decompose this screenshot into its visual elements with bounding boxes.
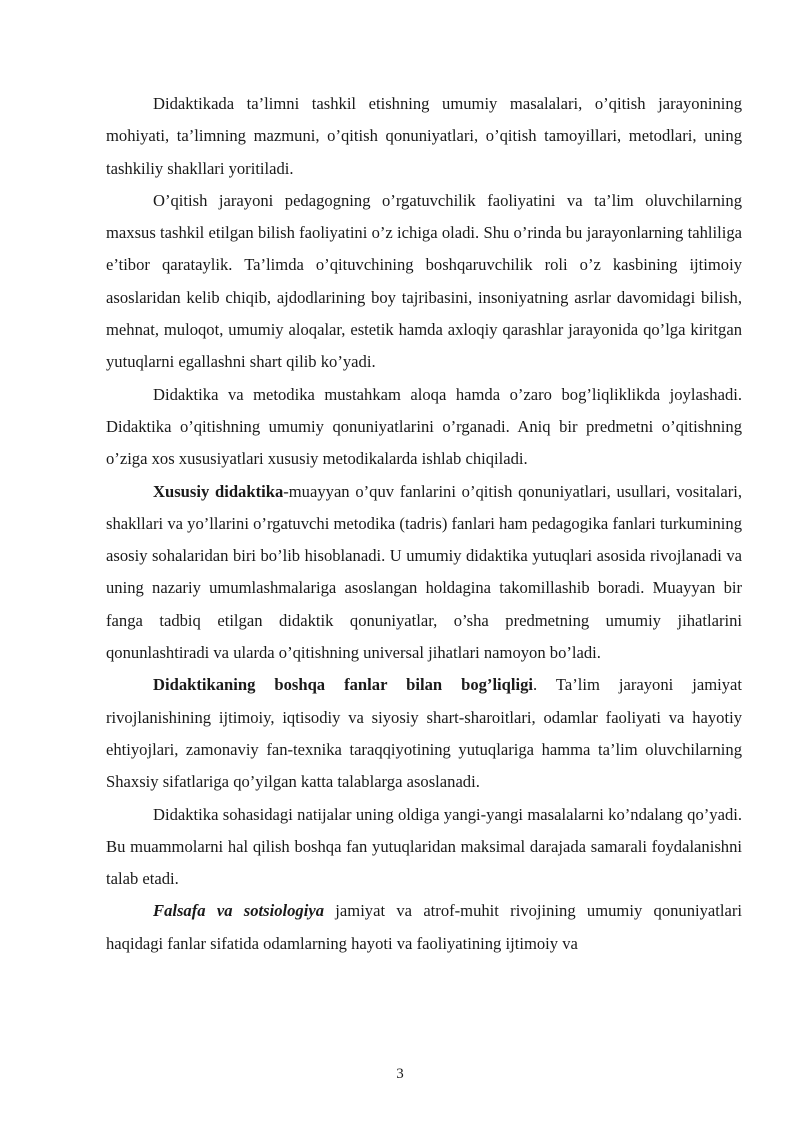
- paragraph-text: . Ta’lim jarayoni jamiyat rivojlanishining ijtimoiy, iqtisodiy va siyosiy shart-sharoitlari, odamlar faoliyati va hayotiy ehtiyojlari, zamonaviy fan-texnika taraqqiyotining yutuqlariga hamma ta’lim oluvchilarning Shaxsiy sifatlariga qo’yilgan katta talablarga asoslanadi.: [106, 675, 742, 792]
- paragraph-text: Didaktikada ta’limni tashkil etishning umumiy masalalari, o’qitish jarayonining mohiyati, ta’limning mazmuni, o’qitish qonuniyatlari, o’qitish tamoyillari, metodlari, uning tashkiliy shakllari yoritiladi.: [106, 94, 742, 178]
- page-number: 3: [396, 1066, 404, 1082]
- paragraph-didaktika-metodika: [106, 379, 742, 476]
- paragraph-boshqa-fanlar: [106, 669, 742, 798]
- bold-term: Didaktikaning boshqa fanlar bilan bog’liqligi: [153, 675, 534, 695]
- paragraph-text: Didaktika sohasidagi natijalar uning oldiga yangi-yangi masalalarni ko’ndalang qo’yadi. Bu muammolarni hal qilish boshqa fan yutuqlaridan maksimal darajada samarali foydalanishni talab etadi.: [106, 804, 742, 889]
- paragraph-natijalar: [106, 799, 742, 896]
- paragraph-text: Didaktika va metodika mustahkam aloqa hamda o’zaro bog’liqliklikda joylashadi. Didaktika o’qitishning umumiy qonuniyatlarini o’rganadi. Aniq bir predmetni o’qitishning o’ziga xos xususiyatlari xususiy metodikalarda ishlab chiqiladi.: [106, 384, 742, 469]
- bold-term: Xususiy didaktika: [153, 481, 284, 501]
- paragraph-oqitish-jarayoni: [106, 185, 742, 379]
- paragraph-falsafa: [106, 895, 742, 960]
- bold-italic-term: Falsafa va sotsiologiya: [153, 901, 325, 921]
- paragraph-didaktika-intro: [106, 88, 742, 185]
- paragraph-text: jamiyat va atrof-muhit rivojining umumiy qonuniyatlari haqidagi fanlar sifatida odamlarning hayoti va faoliyatining ijtimoiy va: [106, 901, 743, 953]
- paragraph-text: O’qitish jarayoni pedagogning o’rgatuvchilik faoliyatini va ta’lim oluvchilarning maxsus tashkil etilgan bilish faoliyatini o’z ichiga oladi. Shu o’rinda bu jarayonlarning tahliliga e’tibor qarataylik. Ta’limda o’qituvchining boshqaruvchilik roli o’z kasbining ijtimoiy asoslaridan kelib chiqib, ajdodlarining boy tajribasini, insoniyatning asrlar davomidagi bilish, mehnat, muloqot, umumiy aloqalar, estetik hamda axloqiy qarashlar jarayonida qo’lga kiritgan yutuqlarni egallashni shart qilib ko’yadi.: [106, 190, 742, 372]
- paragraph-text: -muayyan o’quv fanlarini o’qitish qonuniyatlari, usullari, vositalari, shakllari va yo’llarini o’rgatuvchi metodika (tadris) fanlari ham pedagogika fanlari turkumining asosiy sohalaridan biri bo’lib hisoblanadi. U umumiy didaktika yutuqlari asosida rivojlanadi va uning nazariy umumlashmalariga asoslangan holdagina takomillashib boradi. Muayyan bir fanga tadbiq etilgan didaktik qonuniyatlar, o’sha predmetning umumiy jihatlarini qonunlashtiradi va ularda o’qitishning universal jihatlari namoyon bo’ladi.: [106, 481, 743, 663]
- body-text: [106, 88, 742, 960]
- paragraph-xususiy-didaktika: [106, 476, 742, 670]
